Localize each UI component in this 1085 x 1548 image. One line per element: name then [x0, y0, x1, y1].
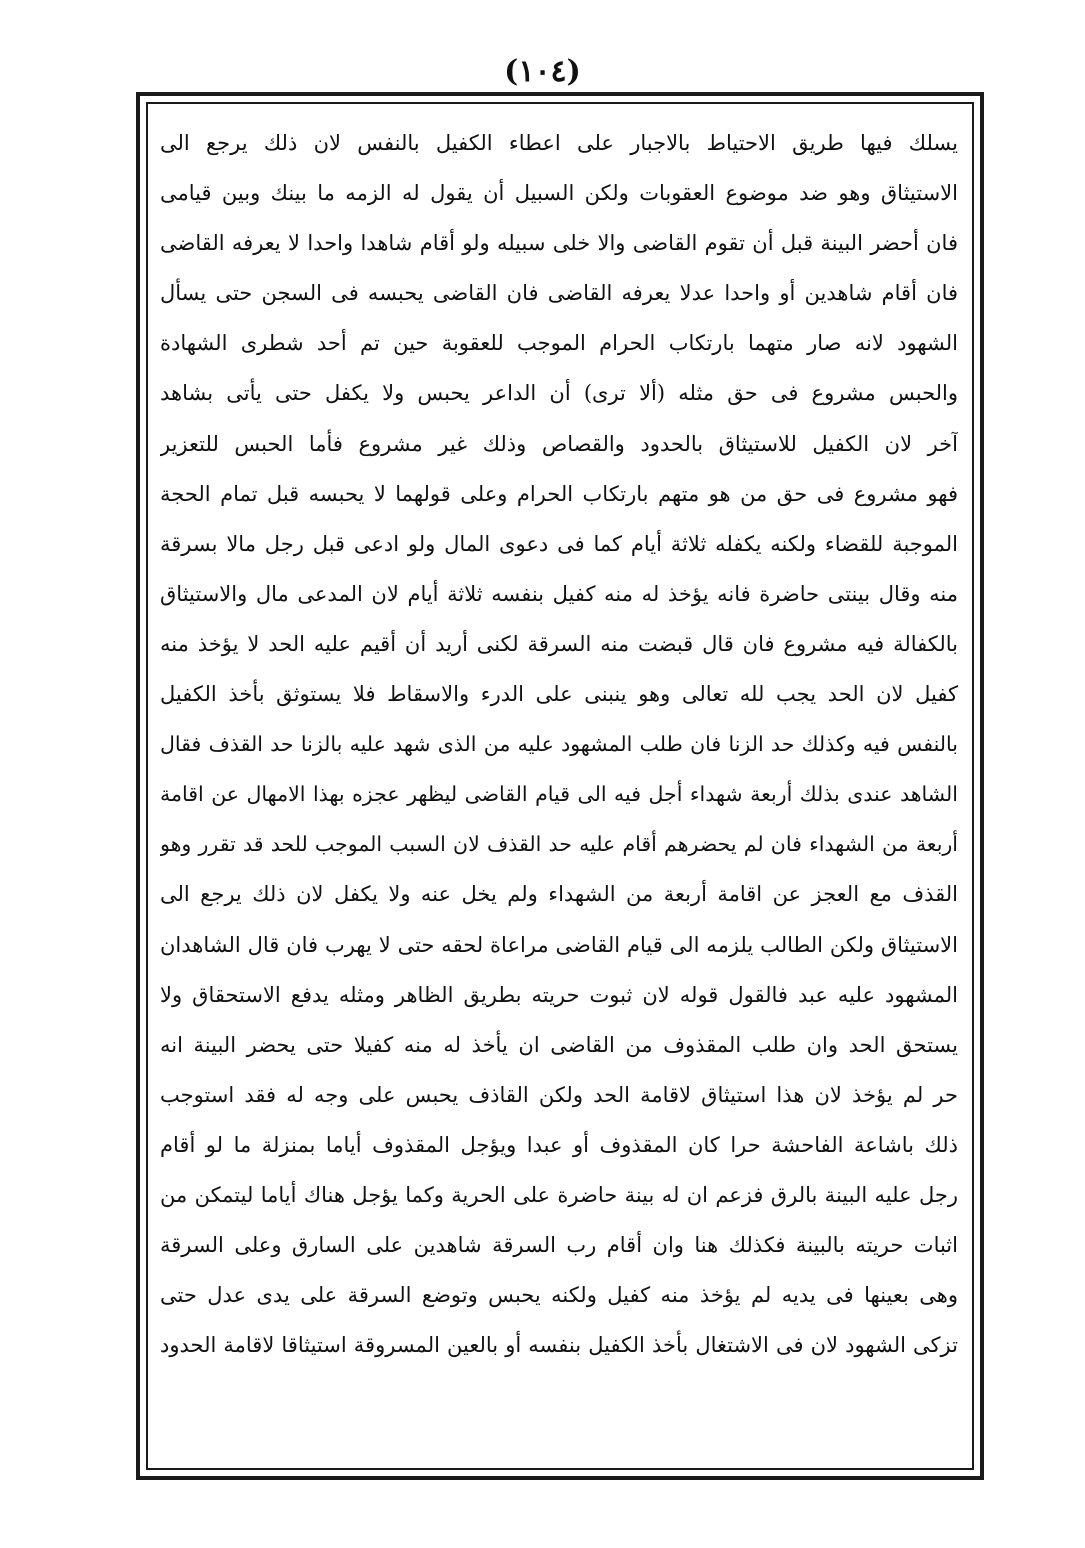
text-line: كفيل لان الحد يجب لله تعالى وهو ينبنى على الدرء والاسقاط فلا يستوثق بأخذ الكفيل [160, 682, 958, 707]
text-line: وهى بعينها فى يديه لم يؤخذ منه كفيل ولكنه يحبس وتوضع السرقة على يدى عدل حتى [160, 1283, 958, 1308]
text-line: آخر لان الكفيل للاستيثاق بالحدود والقصاص وذلك غير مشروع فأما الحبس للتعزير [160, 431, 958, 456]
text-line: يستحق الحد وان طلب المقذوف من القاضى ان يأخذ له منه كفيلا حتى يحضر البينة انه [160, 1032, 958, 1057]
text-line: فان أحضر البينة قبل أن تقوم القاضى والا خلى سبيله ولو أقام شاهدا واحدا لا يعرفه القاضى [160, 231, 958, 256]
text-line: القذف مع العجز عن اقامة أربعة من الشهداء ولم يخل عنه ولا يكفل لان ذلك يرجع الى [160, 882, 958, 907]
text-line: يسلك فيها طريق الاحتياط بالاجبار على اعطاء الكفيل بالنفس لان ذلك يرجع الى [160, 131, 958, 155]
text-line: تزكى الشهود لان فى الاشتغال بأخذ الكفيل بنفسه أو بالعين المسروقة استيثاقا لاقامة الحدود [160, 1333, 958, 1358]
text-line: الموجبة للقضاء ولكنه يكفله ثلاثة أيام كما فى دعوى المال ولو ادعى قبل رجل مالا بسرقة [160, 531, 958, 556]
body-text [160, 118, 958, 1370]
text-line: الشاهد عندى بذلك أربعة شهداء أجل فيه الى قيام القاضى ليظهر عجزه بهذا الامهال عن اقامة [160, 782, 958, 807]
page-number: (١٠٤) [504, 54, 581, 89]
text-line: المشهود عليه عبد فالقول قوله لان ثبوت حريته بطريق الظاهر ومثله يدفع الاستحقاق ولا [160, 982, 958, 1007]
text-line: الاستيثاق ولكن الطالب يلزمه الى قيام القاضى مراعاة لحقه حتى لا يهرب فان قال الشاهدان [160, 932, 958, 957]
text-line: فهو مشروع فى حق من هو متهم بارتكاب الحرام وعلى قولهما لا يحبسه قبل تمام الحجة [160, 481, 958, 506]
text-line: اثبات حريته بالبينة فكذلك هنا وان أقام رب السرقة شاهدين على السارق وعلى السرقة [160, 1233, 958, 1258]
text-line: ذلك باشاعة الفاحشة حرا كان المقذوف أو عبدا ويؤجل المقذوف أياما بمنزلة ما لو أقام [160, 1132, 958, 1157]
text-line: الشهود لانه صار متهما بارتكاب الحرام الموجب للعقوبة حين تم أحد شطرى الشهادة [160, 331, 958, 356]
text-line: أربعة من الشهداء فان لم يحضرهم أقام عليه حد القذف لان السبب الموجب للحد قد تقرر وهو [160, 832, 958, 857]
text-line: والحبس مشروع فى حق مثله (ألا ترى) أن الداعر يحبس ولا يكفل حتى يأتى بشاهد [160, 381, 958, 406]
text-line: بالنفس فيه وكذلك حد الزنا فان طلب المشهود عليه من الذى شهد عليه بالزنا حد القذف فقال [160, 732, 958, 757]
text-line: الاستيثاق وهو ضد موضوع العقوبات ولكن السبيل أن يقول له الزمه ما بينك وبين قيامى [160, 181, 958, 206]
text-line: حر لم يؤخذ لان هذا استيثاق لاقامة الحد ولكن القاذف يحبس على وجه له فقد استوجب [160, 1082, 958, 1107]
text-line: رجل عليه البينة بالرق فزعم ان له بينة حاضرة على الحرية وكما يؤجل هناك أياما ليتمكن من [160, 1182, 958, 1207]
text-line: بالكفالة فيه مشروع فان قال قبضت منه السرقة لكنى أريد أن أقيم عليه الحد لا يؤخذ منه [160, 631, 958, 656]
text-line: منه وقال بينتى حاضرة فانه يؤخذ له منه كفيل بنفسه ثلاثة أيام لان المدعى مال والاستيثاق [160, 581, 958, 606]
text-line: فان أقام شاهدين أو واحدا عدلا يعرفه القاضى فان القاضى يحبسه فى السجن حتى يسأل [160, 281, 958, 306]
